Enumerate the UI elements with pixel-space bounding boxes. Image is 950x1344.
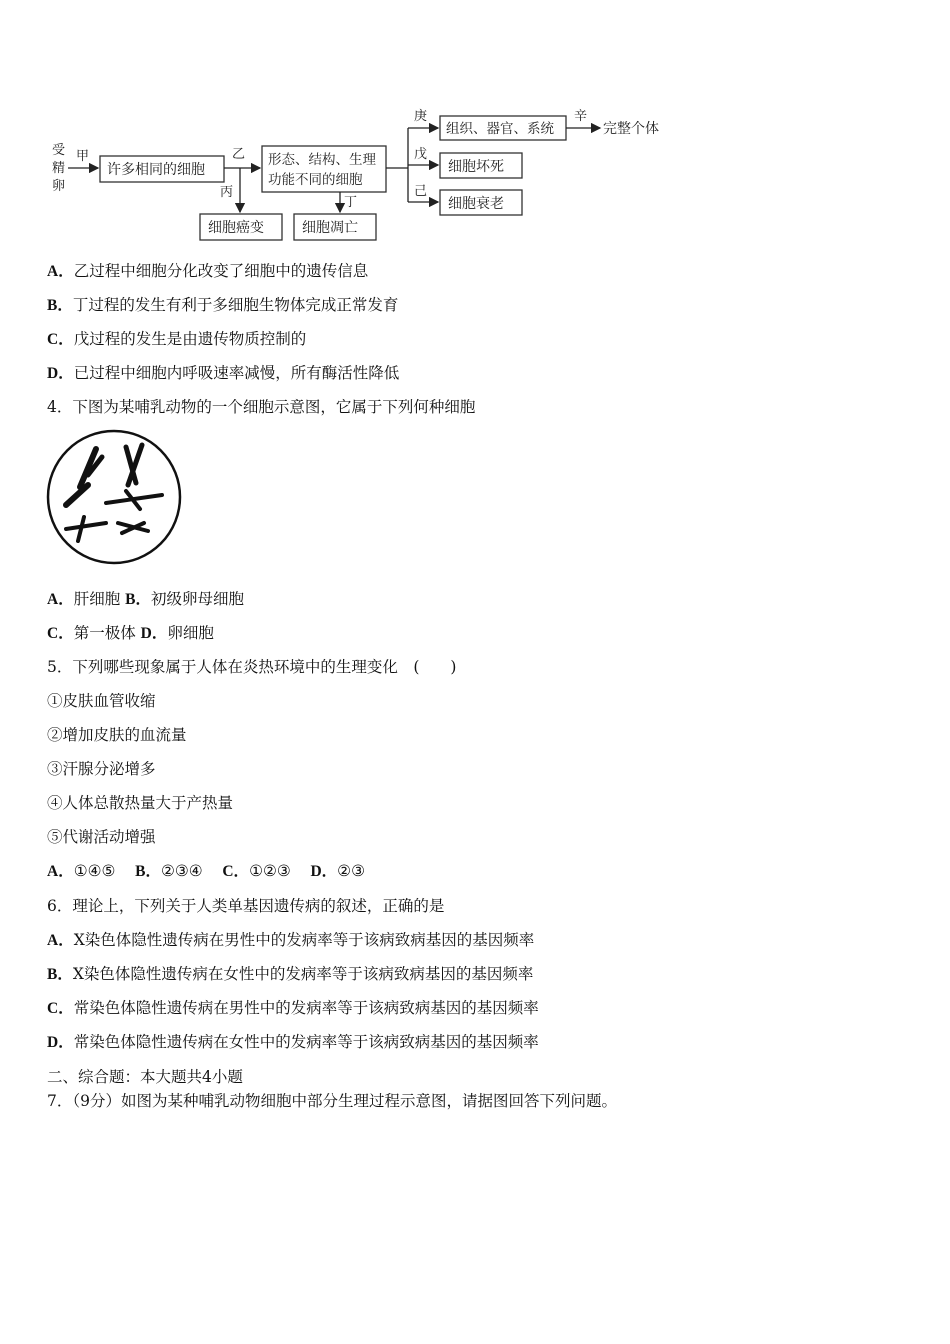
q4-options-row2 [47,623,214,644]
q3-option-c-letter: C． [47,331,74,348]
q5-item-3: ③汗腺分泌增多 [47,760,156,778]
step-yi-label: 乙 [232,147,246,162]
q3-option-a-text: 乙过程中细胞分化改变了细胞中的遗传信息 [73,262,369,280]
start-char-1: 受 [52,143,66,158]
q3-option-d[interactable] [47,363,399,384]
q6-option-d[interactable] [47,1032,539,1053]
section2-heading: 二、综合题：本大题共4小题 [47,1068,243,1086]
step-ji-label: 己 [414,184,428,199]
q5-item-1: ①皮肤血管收缩 [47,692,156,710]
q3-option-c[interactable] [47,329,306,350]
box-apoptosis-text: 细胞凋亡 [302,220,358,236]
q5-option-c-text[interactable]: ①②③ [249,862,291,880]
q4-option-b-text[interactable]: 初级卵母细胞 [151,590,245,608]
q6-stem: 6．理论上，下列关于人类单基因遗传病的叙述，正确的是 [47,897,445,915]
cell-fate-diagram [40,100,680,245]
box2-line2: 功能不同的细胞 [268,172,363,188]
q5-item-5: ⑤代谢活动增强 [47,828,156,846]
q4-option-d-text[interactable]: 卵细胞 [167,624,214,642]
box-same-cells-text: 许多相同的细胞 [107,162,205,178]
q5-option-b-text[interactable]: ②③④ [160,862,203,880]
step-wu-label: 戊 [414,147,428,162]
q6-option-c-letter: C． [47,1000,74,1017]
q5-option-a-text[interactable]: ①④⑤ [73,862,116,880]
q4-option-b-letter: B． [125,591,151,608]
q6-option-b-text: X染色体隐性遗传病在女性中的发病率等于该病致病基因的基因频率 [72,965,534,983]
q6-option-a[interactable] [47,930,534,951]
q3-option-a-letter: A． [47,263,74,280]
q5-options [47,861,365,882]
cell-chromosome-figure [44,427,184,567]
q3-option-b-text: 丁过程的发生有利于多细胞生物体完成正常发育 [72,296,399,314]
start-char-2: 精 [52,161,66,176]
q6-option-b-letter: B． [47,966,73,983]
q5-option-d-letter: D． [310,863,338,880]
end-label: 完整个体 [603,121,659,137]
step-xin-label: 辛 [574,109,588,124]
box-aging-text: 细胞衰老 [448,196,504,212]
start-char-3: 卵 [52,179,66,194]
q3-option-d-letter: D． [47,365,74,382]
q3-option-a[interactable] [47,261,368,282]
step-bing-label: 丙 [220,185,234,200]
q6-option-c[interactable] [47,998,539,1019]
q4-option-c-letter: C． [47,625,74,642]
q5-option-a-letter: A． [47,863,74,880]
step-jia-label: 甲 [76,149,90,164]
q6-option-b[interactable] [47,964,533,985]
box-tissue-text: 组织、器官、系统 [446,121,554,137]
q4-option-a-letter: A． [47,591,74,608]
q3-option-d-text: 已过程中细胞内呼吸速率减慢，所有酶活性降低 [73,364,400,382]
q4-options-row1 [47,589,244,610]
q3-option-b-letter: B． [47,297,73,314]
q4-option-c-text[interactable]: 第一极体 [73,624,136,642]
box-necrosis-text: 细胞坏死 [448,159,504,175]
q6-option-d-text: 常染色体隐性遗传病在女性中的发病率等于该病致病基因的基因频率 [73,1033,539,1051]
q3-option-b[interactable] [47,295,398,316]
q4-option-d-letter: D． [140,625,168,642]
box2-line1: 形态、结构、生理 [268,152,376,168]
q5-stem: 5．下列哪些现象属于人体在炎热环境中的生理变化 ( ) [47,658,457,676]
q6-option-a-text: X染色体隐性遗传病在男性中的发病率等于该病致病基因的基因频率 [73,931,535,949]
q5-option-b-letter: B． [135,863,161,880]
q5-item-2: ②增加皮肤的血流量 [47,726,187,744]
q7-stem: 7．（9分）如图为某种哺乳动物细胞中部分生理过程示意图，请据图回答下列问题。 [47,1092,617,1110]
step-ding-label: 丁 [344,195,358,210]
q5-item-4: ④人体总散热量大于产热量 [47,794,234,812]
step-geng-label: 庚 [414,109,428,124]
q6-option-d-letter: D． [47,1034,74,1051]
q6-option-a-letter: A． [47,932,74,949]
q6-option-c-text: 常染色体隐性遗传病在男性中的发病率等于该病致病基因的基因频率 [73,999,539,1017]
q5-option-c-letter: C． [222,863,250,880]
q5-option-d-text[interactable]: ②③ [337,862,365,880]
box-cancer-text: 细胞癌变 [208,220,264,236]
q4-stem: 4．下图为某哺乳动物的一个细胞示意图，它属于下列何种细胞 [47,398,476,416]
q3-option-c-text: 戊过程的发生是由遗传物质控制的 [73,330,307,348]
q4-option-a-text[interactable]: 肝细胞 [73,590,121,608]
